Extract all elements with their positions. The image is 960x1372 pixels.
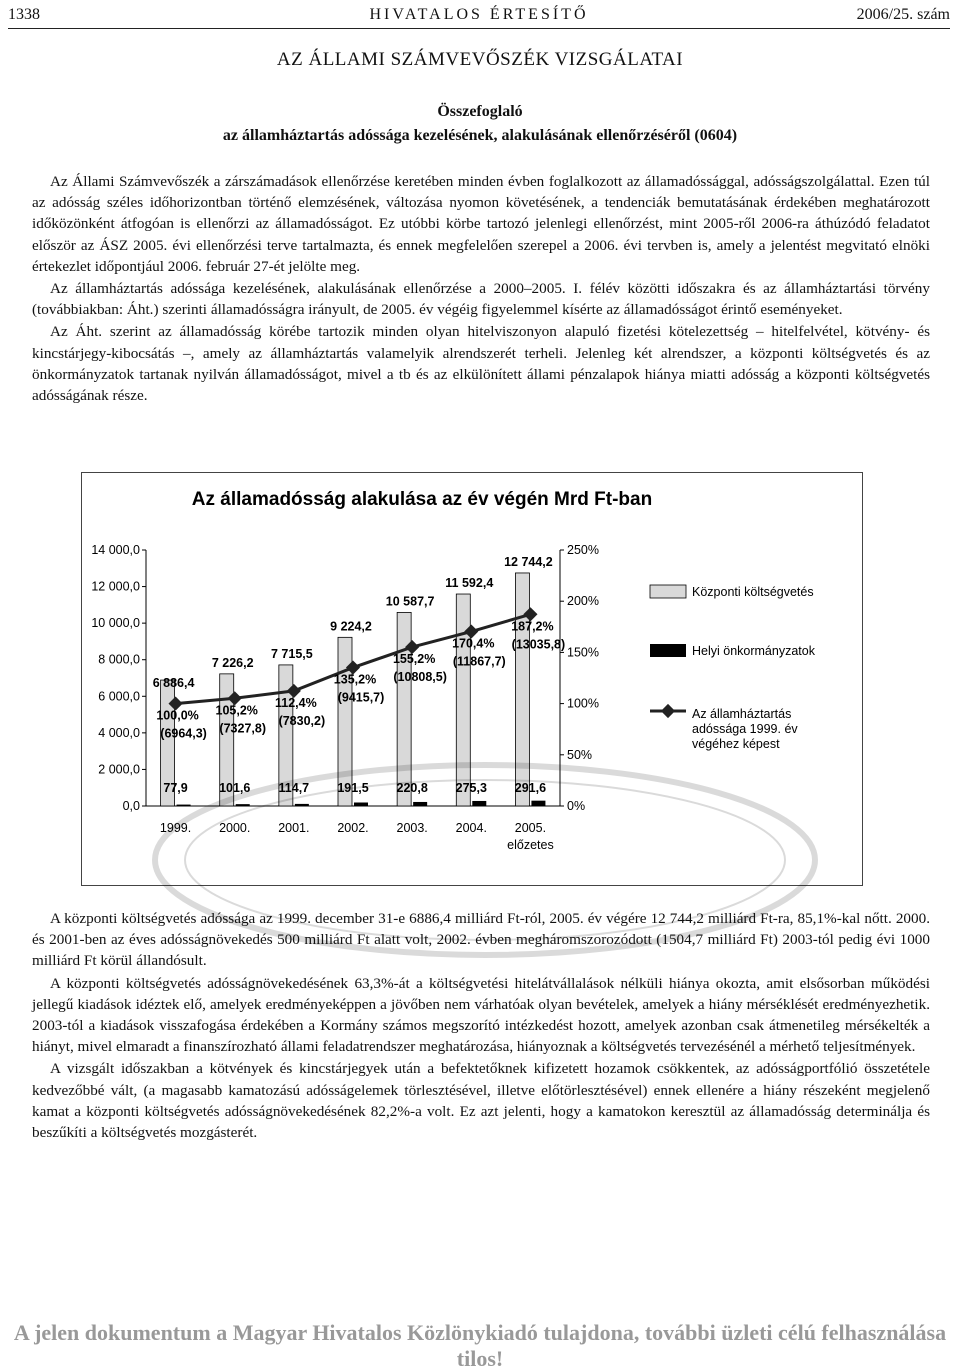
y-right-tick-label: 100% [567,696,599,711]
bar-local-government [531,801,545,806]
y-left-tick-label: 8 000,0 [98,652,140,667]
y-left-tick-label: 2 000,0 [98,762,140,777]
chart-title: Az államadósság alakulása az év végén Mrd Ft-ban [191,489,653,510]
y-left-tick-label: 14 000,0 [91,543,140,557]
bar-local-government [236,804,250,806]
bar-value-label: 275,3 [455,781,487,795]
paragraph: A vizsgált időszakban a kötvények és kincstárjegyek után a befektetőknek kifizetett hozamok csökkentek, az adósságportfólió összetétele kedvezőbbé vált, (a magasabb kamatozású adósságelemek törlesztésével, illetve előtörlesztésével) ennek ellenére a hiány részeként megjelenő kamat a központi költségvetés adósságnövekedésének 82,2%-a volt. Ez azt jelenti, hogy a kamatokon keresztül az államadósság determinálja és beszűkíti a költségvetés mozgásterét. [32,1060,930,1142]
legend-label: Központi költségvetés [692,585,814,599]
debt-chart [81,472,863,886]
x-tick-label: 2003. [396,821,428,835]
y-left-tick-label: 0,0 [122,799,140,813]
doc-title-line2: az államháztartás adóssága kezelésének, alakulásának ellenőrzéséről (0604) [222,127,738,144]
section-title: AZ ÁLLAMI SZÁMVEVŐSZÉK VIZSGÁLATAI [276,49,684,70]
chart-svg [82,473,862,885]
line-total-label: (11867,7) [452,654,506,669]
paragraph: Az Áht. szerint az államadósság körébe tartozik minden olyan hitelviszonyon alapuló fizetési kötelezettség – hitelfelvétel, kötvény- és kincstárjegy-kibocsátás –, amely az államháztartás valamelyik alrendszerét terheli. Jelenleg két alrendszer, a központi költségvetés és az önkormányzatok tartanak nyilván államadósságot, mivel a tb és az elkülönített állami pénzalapok hiánya miatti adósság a központi költségvetés adósságának része. [32,323,930,405]
intro-text [32,171,930,407]
line-total-label: (6964,3) [160,726,207,741]
paragraph: A központi költségvetés adóssága az 1999. december 31-e 6886,4 milliárd Ft-ról, 2005. év végére 12 744,2 milliárd Ft-ra, 85,1%-kal nőtt. 2000. és 2001-ben az éves adósságnövekedés 500 milliárd Ft alatt volt, 2002. évben megháromszorozódott (1504,7 milliárd Ft) 2003-tól pedig évi 1000 milliárd Ft körül állandósult. [32,910,930,970]
bar-value-label: 77,9 [163,781,188,795]
legend-label: adóssága 1999. év [692,722,798,736]
bar-value-label: 7 226,2 [211,655,254,670]
page-header [8,4,950,28]
header-rule [8,28,950,29]
x-tick-label: 2000. [219,821,251,835]
bar-local-government [177,805,191,806]
journal-title: HIVATALOS ÉRTESÍTŐ [369,6,589,23]
x-tick-label: 1999. [159,821,192,835]
line-value-label: 112,4% [274,695,317,710]
bar-local-government [472,801,486,806]
footer-notice: A jelen dokumentum a Magyar Hivatalos Közlönykiadó tulajdona, további üzleti célú felhasználása tilos! [13,1320,947,1371]
bar-value-label: 12 744,2 [504,554,553,569]
legend-swatch-local [650,644,686,657]
y-left-tick-label: 6 000,0 [98,689,140,704]
x-tick-label: 2004. [455,821,487,835]
x-tick-label: 2002. [337,821,369,835]
y-right-tick-label: 50% [567,747,593,762]
line-total-label: (9415,7) [337,690,385,705]
bar-value-label: 220,8 [396,781,428,795]
bar-value-label: 6 886,4 [152,676,195,691]
line-value-label: 187,2% [511,619,554,634]
bar-local-government [413,802,427,806]
line-value-label: 155,2% [392,652,436,667]
bar-central-budget [456,594,470,806]
paragraph: A központi költségvetés adósságnövekedésének 63,3%-át a költségvetési hitelátvállalások nélküli hiánya okozta, amit elsősorban működési jellegű kiadások idéztek elő, amelyek eredményeképpen a jövőben nem várhatóak olyan bevételek, amelyek a hiány mérséklését eredményezhetik. 2003-tól a kiadások visszafogása érdekében a Kormány számos megszorító intézkedést hozott, amelyek azonban csak átmenetileg mérsékelték a hiányt, mivel elmaradt a finanszírozható állami feladatrendszer meghatározása, hiányoznak a költségvetés tervezésénél a mérhető teljesítmények. [32,974,930,1056]
body-text [32,908,930,1144]
bar-value-label: 7 715,5 [270,646,313,661]
x-tick-label: 2001. [278,821,310,835]
bar-value-label: 101,6 [219,781,251,795]
legend-swatch-marker [661,704,675,718]
line-value-label: 100,0% [156,708,199,723]
line-value-label: 105,2% [215,703,258,718]
y-left-tick-label: 10 000,0 [91,616,140,631]
bar-value-label: 114,7 [278,781,310,795]
x-tick-label: 2005. [514,821,547,835]
line-total-label: (7327,8) [219,721,266,736]
line-value-label: 170,4% [452,636,495,651]
bar-local-government [354,802,368,806]
legend-swatch-central [650,585,686,598]
bar-local-government [295,804,309,806]
paragraph: Az államháztartás adóssága kezelésének, alakulásának ellenőrzése a 2000–2005. I. félév közötti időszakra és az államháztartási törvény (továbbiakban: Áht.) szerinti államadósságra irányult, de 2005. év végéig figyelemmel kísérte az államadósságot érintő eseményeket. [32,280,930,319]
y-right-tick-label: 0% [567,799,586,813]
y-right-tick-label: 250% [567,543,599,557]
bar-central-budget [397,612,411,806]
line-total-label: (13035,8) [511,637,566,652]
bar-value-label: 10 587,7 [385,594,435,609]
bar-value-label: 291,6 [514,781,547,795]
legend-label: Helyi önkormányzatok [692,644,815,658]
x-tick-label: előzetes [507,838,554,852]
y-left-tick-label: 4 000,0 [98,725,140,740]
y-right-tick-label: 150% [567,645,599,660]
line-total-label: (10808,5) [393,670,447,685]
page-number: 1338 [8,6,40,23]
line-total-label: (7830,2) [278,713,326,728]
bar-value-label: 191,5 [337,781,369,795]
legend-label: végéhez képest [692,737,780,751]
doc-title-line1: Összefoglaló [437,103,523,120]
issue-number: 2006/25. szám [856,6,950,23]
y-left-tick-label: 12 000,0 [91,579,140,594]
bar-value-label: 9 224,2 [330,619,372,634]
legend-label: Az államháztartás [692,707,792,721]
paragraph: Az Állami Számvevőszék a zárszámadások ellenőrzése keretében minden évben foglalkozott az államadóssággal, adósságszolgálattal. Ezen túl az adósság széles időhorizontban történő elemzésének, változása nyomon követésének, a tendenciák bemutatásának érdekében meghatározott időközönként átfogóan is ellenőrzi az államadósságot. Ez utóbbi körbe tartozó jelenlegi ellenőrzést, mint 2005-ről 2006-ra áthúzódó feladatot először az ÁSZ 2005. évi ellenőrzési terve tartalmazta, és ennek megfelelően szerepel a 2006. évi tervben is, amely a jelentést megvitató elnöki értekezlet időpontjául 2006. február 27-ét jelölte meg. [32,173,930,275]
bar-value-label: 11 592,4 [445,576,494,591]
bar-central-budget [515,573,529,806]
document-title [0,100,960,148]
line-value-label: 135,2% [333,672,377,687]
y-right-tick-label: 200% [567,594,599,609]
